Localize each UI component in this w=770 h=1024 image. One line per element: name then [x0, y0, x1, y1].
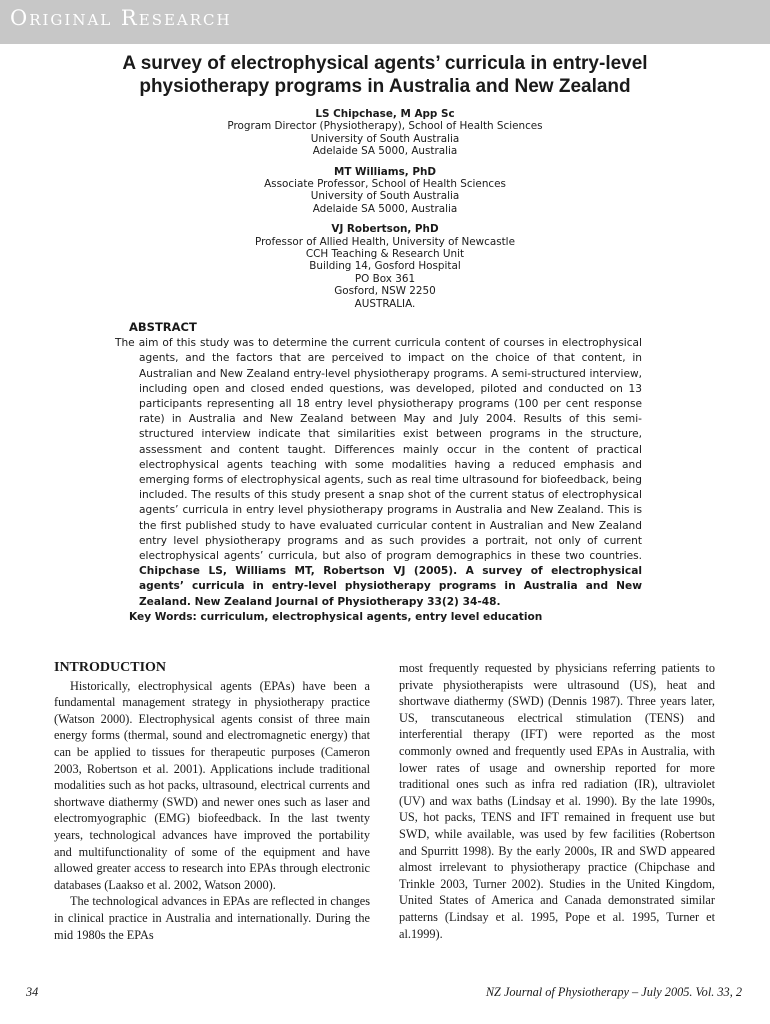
author-name: VJ Robertson, PhD — [331, 223, 439, 236]
author-block — [110, 108, 660, 158]
article-title: A survey of electrophysical agents’ curricula in entry-level physiotherapy programs in Australia and New Zealand — [122, 53, 648, 97]
author-block — [110, 223, 660, 310]
body-paragraph: The technological advances in EPAs are reflected in changes in clinical practice in Australia and internationally. During the mid 1980s the EPAs — [54, 894, 370, 942]
affiliation-line: Adelaide SA 5000, Australia — [312, 145, 458, 158]
introduction-heading: INTRODUCTION — [54, 660, 167, 675]
abstract-section — [115, 320, 642, 625]
affiliation-line: CCH Teaching & Research Unit — [305, 248, 465, 261]
section-label: Original Research — [10, 6, 232, 30]
author-name: MT Williams, PhD — [334, 165, 436, 178]
keywords: Key Words: curriculum, electrophysical agents, entry level education — [129, 610, 543, 623]
right-column — [399, 660, 715, 942]
abstract-text: The aim of this study was to determine the current curricula content of courses in electrophysical agents, and the factors that are perceived to impact on the choice of that content, in Australian and New Zealand entry-level physiotherapy programs. A semi-structured interview, including open and closed ended questions, was developed, piloted and conducted on 13 participants representing all 18 entry level physiotherapy programs (100 per cent response rate) in Australia and New Zealand between May and July 2004. Results of this semi-structured interview indicate that similarities exist between programs in the structure, assessment and content taught. Differences mainly occur in the content of practical electrophysical agents teaching with some modalities having a reduced emphasis and emerging forms of electrophysical agents, such as real time ultrasound for biofeedback, being included. The results of this study present a snap shot of the current status of electrophysical agents’ curricula in entry level physiotherapy programs in Australia and New Zealand. This is the first published study to have evaluated curricular content in Australian and New Zealand entry level physiotherapy programs and as such provides a portrait, not only of current electrophysical agents’ curricula, but also of program demographics in these two countries. — [115, 337, 642, 563]
affiliation-line: University of South Australia — [310, 190, 460, 203]
abstract-heading: ABSTRACT — [129, 320, 197, 334]
affiliation-line: AUSTRALIA. — [354, 297, 416, 310]
affiliation-line: Gosford, NSW 2250 — [334, 285, 436, 298]
affiliation-line: Adelaide SA 5000, Australia — [312, 202, 458, 215]
body-paragraph: most frequently requested by physicians referring patients to private physiotherapists were ultrasound (US), heat and shortwave diathermy (SWD) (Dennis 1987). Three years later, US, transcutaneous electrical stimulation (TENS) and interferential therapy (IFT) were reported as the most commonly owned and frequently used EPAs in Australia, with lower rates of usage and ownership reported for more traditional ones such as infra red radiation (IR), ultraviolet (UV) and wax baths (Lindsay et al. 1990). By the late 1990s, US, hot packs, TENS and IFT remained in frequent use but SWD, while available, was used by few facilities (Robertson and Spurritt 1998). By the early 2000s, IR and SWD appeared almost irrelevant to physiotherapy practice (Chipchase and Trinkle 2003, Turner 2002). Studies in the United Kingdom, United States of America and Canada demonstrated similar patterns (Lindsay et al. 1995, Pope et al. 1995, Turner et al.1999). — [399, 661, 715, 941]
journal-footer: NZ Journal of Physiotherapy – July 2005. Vol. 33, 2 — [485, 985, 742, 999]
section-banner — [0, 0, 770, 44]
affiliation-line: University of South Australia — [310, 132, 460, 145]
affiliation-line: Building 14, Gosford Hospital — [309, 260, 461, 273]
page-number: 34 — [26, 985, 39, 999]
abstract-citation: Chipchase LS, Williams MT, Robertson VJ (2005). A survey of electrophysical agents’ curricula in entry-level physiotherapy programs in Australia and New Zealand. New Zealand Journal of Physiotherapy 33(2) 34-48. — [139, 565, 642, 608]
author-block — [110, 166, 660, 216]
body-paragraph: Historically, electrophysical agents (EPAs) have been a fundamental management strategy in physiotherapy practice (Watson 2000). Electrophysical agents consist of three main energy forms (thermal, sound and electromagnetic energy) that can be applied to tissues for therapeutic purposes (Cameron 2003, Robertson et al. 2001). Applications include traditional modalities such as hot packs, ultrasound, electrical currents and shortwave diathermy (SWD) and newer ones such as laser and electromyographic (EMG) biofeedback. In the last twenty years, technological advances have improved the portability and multifunctionality of some of the equipment and have allowed greater access to research into EPAs through electronic databases (Laakso et al. 2002, Watson 2000). — [54, 678, 370, 892]
affiliation-line: Professor of Allied Health, University of Newcastle — [255, 235, 515, 248]
affiliation-line: PO Box 361 — [354, 272, 416, 285]
affiliation-line: Associate Professor, School of Health Sciences — [264, 178, 506, 191]
author-affiliations — [110, 108, 660, 318]
author-name: LS Chipchase, M App Sc — [315, 108, 455, 120]
affiliation-line: Program Director (Physiotherapy), School of Health Sciences — [227, 120, 543, 133]
left-column — [54, 660, 370, 943]
abstract-body — [115, 336, 642, 610]
